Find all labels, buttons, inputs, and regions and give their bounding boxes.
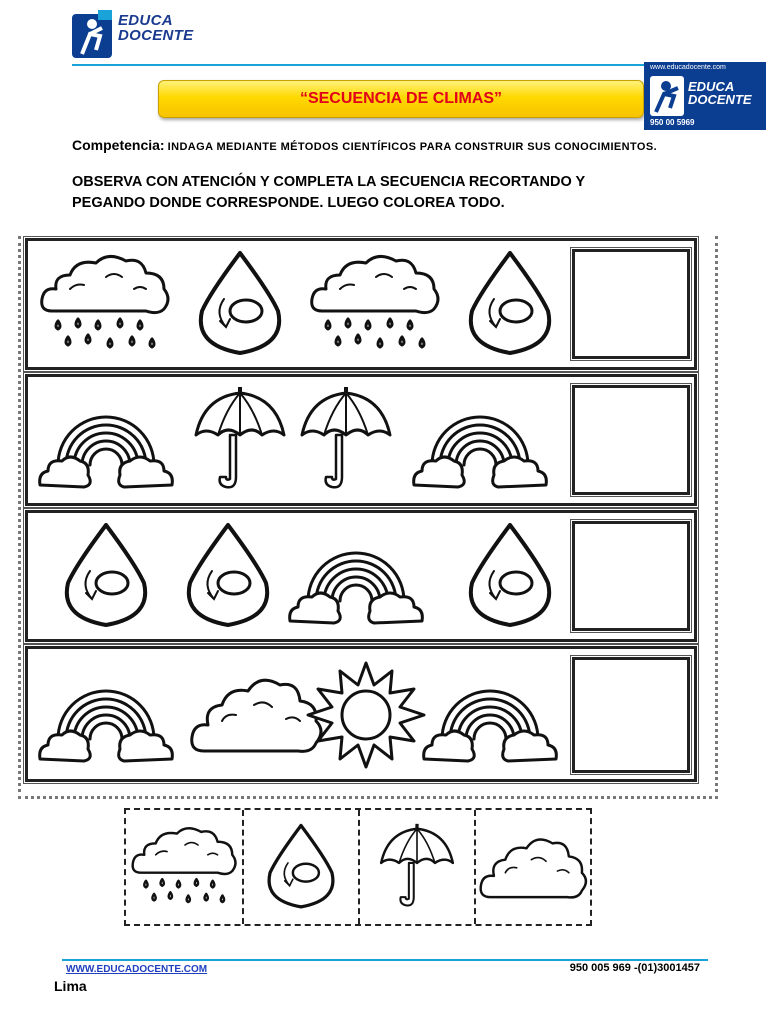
competencia-label: Competencia: — [72, 137, 165, 153]
cutout-rain-cloud-icon[interactable] — [128, 810, 242, 924]
title-banner — [158, 80, 644, 118]
footer-website-link[interactable]: WWW.EDUCADOCENTE.COM — [66, 964, 208, 975]
cutout-strip — [124, 808, 592, 926]
sequence-row-1 — [25, 238, 697, 370]
footer-phone: 950 005 969 -(01)3001457 — [569, 962, 700, 974]
advert-url[interactable]: www.educadocente.com — [650, 64, 726, 71]
cutout-umbrella-icon[interactable] — [360, 810, 474, 924]
educa-docente-logo — [72, 10, 202, 62]
instructions-text: OBSERVA CON ATENCIÓN Y COMPLETA LA SECUENCIA RECORTANDO Y PEGANDO DONDE CORRESPONDE. LUEGO COLOREA TODO. — [72, 174, 585, 211]
drop-icon — [440, 513, 580, 639]
umbrella-icon — [276, 377, 416, 503]
drop-icon — [158, 513, 298, 639]
drop-icon — [440, 241, 580, 367]
sequence-row-3 — [25, 510, 697, 642]
logo-brand-text: EDUCA DOCENTE — [118, 12, 194, 44]
sun-icon — [296, 649, 436, 779]
sequence-row-4 — [25, 646, 697, 782]
sequence-row-2 — [25, 374, 697, 506]
page-title: “SECUENCIA DE CLIMAS” — [299, 90, 503, 107]
answer-box[interactable] — [572, 385, 690, 495]
answer-box[interactable] — [572, 657, 690, 773]
rain-cloud-icon — [306, 241, 446, 367]
answer-box[interactable] — [572, 521, 690, 631]
drop-icon — [36, 513, 176, 639]
rainbow-icon — [420, 649, 560, 779]
rainbow-icon — [36, 377, 176, 503]
advert-phone: 950 00 5969 — [650, 118, 695, 127]
cutout-drop-icon[interactable] — [244, 810, 358, 924]
advert-box[interactable] — [644, 62, 766, 130]
drop-icon — [170, 241, 310, 367]
advert-brand: EDUCA DOCENTE — [688, 79, 752, 107]
footer-divider — [62, 959, 708, 961]
advert-emblem-icon — [650, 76, 684, 116]
rainbow-icon — [36, 649, 176, 779]
rain-cloud-icon — [36, 241, 176, 367]
competencia-line — [72, 138, 658, 154]
logo-emblem-icon — [72, 10, 116, 60]
footer-city: Lima — [54, 978, 87, 994]
answer-box[interactable] — [572, 249, 690, 359]
competencia-value: INDAGA MEDIANTE MÉTODOS CIENTÍFICOS PARA CONSTRUIR SUS CONOCIMIENTOS. — [167, 141, 658, 153]
header-divider — [72, 64, 702, 66]
rainbow-icon — [286, 513, 426, 639]
sequence-worksheet — [18, 236, 718, 799]
rainbow-icon — [410, 377, 550, 503]
cutout-cloud-icon[interactable] — [476, 810, 590, 924]
